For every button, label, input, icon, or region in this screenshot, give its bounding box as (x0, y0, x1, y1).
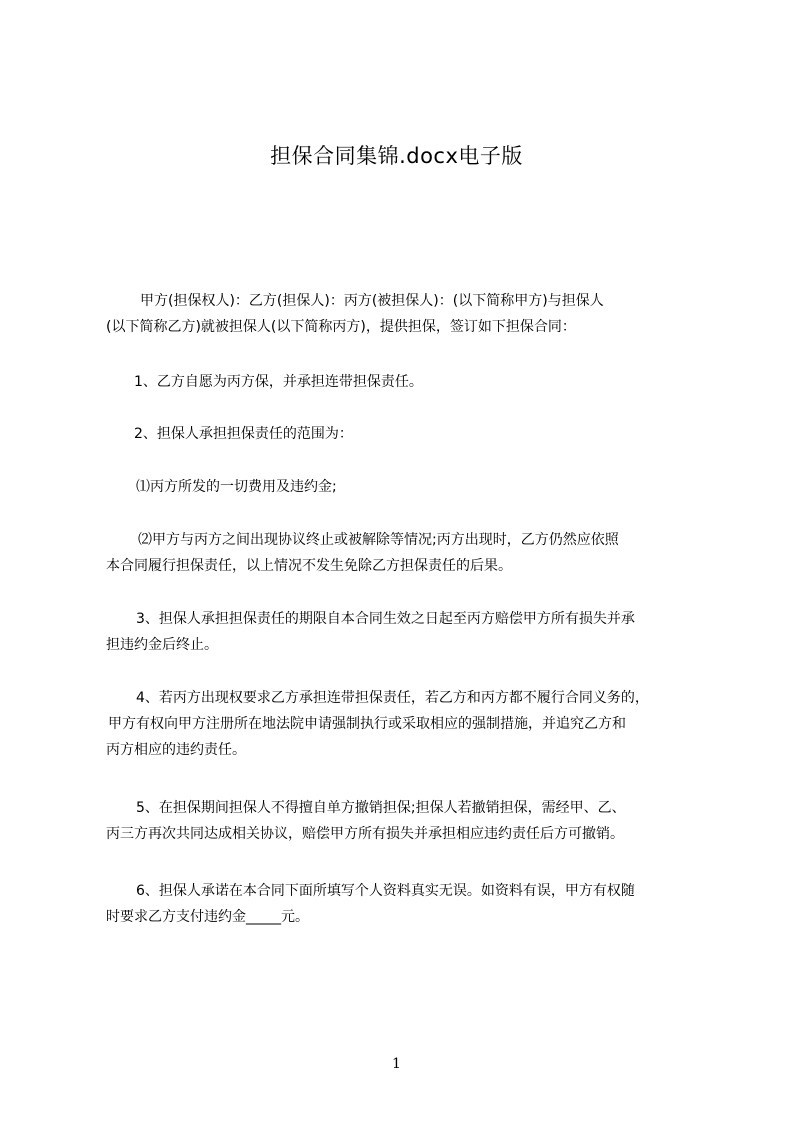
paragraph-clause-2-2 (106, 527, 706, 579)
paragraph-line: 3、担保人承担担保责任的期限自本合同生效之日起至丙方赔偿甲方所有损失并承 (136, 611, 635, 627)
paragraph-intro (106, 288, 706, 340)
paragraph-clause-2-1 (106, 474, 706, 500)
paragraph-line: 甲方有权向甲方注册所在地法院申请强制执行或采取相应的强制措施，并追究乙方和 (108, 716, 626, 732)
paragraph-line: 丙方相应的违约责任。 (106, 742, 246, 758)
paragraph-line: 4、若丙方出现权要求乙方承担连带担保责任，若乙方和丙方都不履行合同义务的， (136, 690, 649, 706)
paragraph-line: 1、乙方自愿为丙方保，并承担连带担保责任。 (134, 374, 423, 390)
paragraph-clause-5 (106, 795, 706, 847)
paragraph-line: ⑴丙方所发的一切费用及违约金; (136, 479, 337, 495)
paragraph-line: 甲方(担保权人)：乙方(担保人)：丙方(被担保人)：(以下简称甲方)与担保人 (140, 293, 604, 309)
paragraph-clause-6 (106, 878, 706, 930)
paragraph-line: 2、担保人承担担保责任的范围为： (134, 426, 353, 442)
paragraph-line: 时要求乙方支付违约金_____元。 (106, 909, 309, 925)
paragraph-clause-4 (106, 685, 706, 763)
paragraph-line: (以下简称乙方)就被担保人(以下简称丙方)，提供担保，签订如下担保合同： (106, 319, 576, 335)
paragraph-line: 5、在担保期间担保人不得擅自单方撤销担保;担保人若撤销担保，需经甲、乙、 (136, 800, 626, 816)
paragraph-line: 本合同履行担保责任，以上情况不发生免除乙方担保责任的后果。 (106, 558, 512, 574)
paragraph-clause-1 (106, 369, 706, 395)
paragraph-line: ⑵甲方与丙方之间出现协议终止或被解除等情况;丙方出现时，乙方仍然应依照 (138, 532, 619, 548)
paragraph-line: 丙三方再次共同达成相关协议，赔偿甲方所有损失并承担相应违约责任后方可撤销。 (106, 826, 624, 842)
document-title: 担保合同集锦.docx电子版 (270, 144, 523, 168)
paragraph-line: 6、担保人承诺在本合同下面所填写个人资料真实无误。如资料有误，甲方有权随 (136, 883, 635, 899)
page-number: 1 (392, 1056, 401, 1072)
paragraph-clause-3 (106, 606, 706, 658)
paragraph-line: 担违约金后终止。 (106, 637, 218, 653)
paragraph-clause-2 (106, 421, 706, 447)
